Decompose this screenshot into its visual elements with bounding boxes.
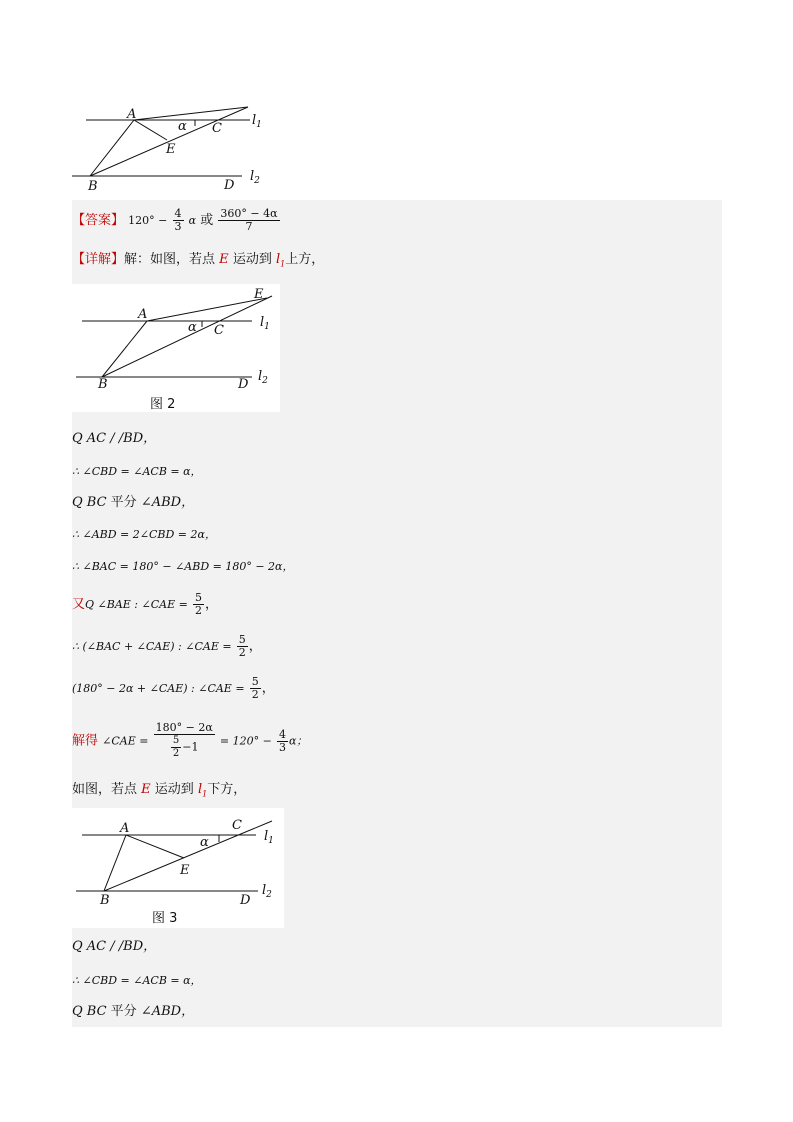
fig2-label-alpha: α [188, 320, 197, 335]
fig2-label-e: E [254, 287, 264, 302]
fig1-label-b: B [88, 179, 98, 194]
step-6: 又Q ∠BAE : ∠CAE = $\frac{5}{2}$ ， [72, 591, 218, 617]
step2-1: Q AC / /BD， [72, 939, 157, 954]
step-3: Q BC 平分 ∠ABD， [72, 495, 195, 510]
figure-2-diagram [72, 284, 280, 412]
step-5: ∴ ∠BAC = 180° − ∠ABD = 180° − 2α， [72, 560, 294, 573]
detail-text-2: 运动到 [232, 252, 272, 267]
fig1-label-d: D [224, 178, 235, 193]
fig2-label-a: A [138, 307, 148, 322]
fig3-label-alpha: α [200, 835, 209, 850]
detail-point-e: E [219, 252, 229, 267]
step-8: (180° − 2α + ∠CAE) : ∠CAE = $\frac{5}{2}$ ， [72, 675, 275, 701]
figure-3-caption: 图 3 [152, 911, 178, 926]
fig3-label-e: E [180, 863, 190, 878]
fig2-label-l1: $l_1$ [260, 315, 270, 332]
figure-2-caption: 图 2 [150, 397, 176, 412]
answer-fraction-1: $\frac{4}{3}$ [174, 207, 182, 233]
fig1-label-e: E [166, 142, 176, 157]
answer-part1: 120° − [128, 214, 168, 227]
step-2: ∴ ∠CBD = ∠ACB = α， [72, 465, 202, 478]
case-2-line: 如图，若点 E 运动到 $l_1$下方， [72, 782, 247, 799]
fig3-label-l2: $l_2$ [262, 883, 272, 900]
detail-text-3: 上方， [285, 252, 325, 267]
detail-line [72, 251, 324, 274]
step-4: ∴ ∠ABD = 2∠CBD = 2α， [72, 528, 216, 541]
fig1-label-c: C [212, 121, 222, 136]
step2-3: Q BC 平分 ∠ABD， [72, 1004, 195, 1019]
figure-3 [72, 808, 284, 928]
detail-tag: 【详解】 [72, 252, 125, 267]
step-7: ∴ (∠BAC + ∠CAE) : ∠CAE = $\frac{5}{2}$ ， [72, 633, 262, 659]
answer-or: 或 [200, 213, 214, 228]
figure-1 [72, 100, 272, 195]
step-9: 解得 ∠CAE = 180° − 2α $\frac{5}{2}$ −1 = 120° − $\frac{4}{3}$ α； [72, 721, 308, 759]
fig2-label-b: B [98, 377, 108, 392]
fig1-label-l1: $l_1$ [252, 113, 262, 130]
figure-2 [72, 284, 280, 412]
answer-alpha: α [188, 214, 197, 227]
fig3-label-d: D [240, 893, 251, 908]
answer-tag: 【答案】 [72, 213, 125, 228]
step-1: Q AC / /BD， [72, 431, 157, 446]
detail-text-1: 解：如图，若点 [124, 252, 216, 267]
fig2-label-c: C [214, 323, 224, 338]
answer-line [72, 208, 281, 233]
figure-3-diagram [72, 808, 284, 928]
fig3-label-c: C [232, 818, 242, 833]
figure-1-diagram [72, 100, 272, 195]
step2-2: ∴ ∠CBD = ∠ACB = α， [72, 974, 202, 987]
fig2-label-l2: $l_2$ [258, 369, 268, 386]
fig3-label-l1: $l_1$ [264, 829, 274, 846]
answer-fraction-2: $\frac{360^\circ - 4\alpha}{7}$ [220, 207, 278, 233]
detail-line-l1: $l_1$ [275, 252, 286, 269]
fig1-label-l2: $l_2$ [250, 169, 260, 186]
fig1-label-a: A [127, 107, 137, 122]
fig3-label-b: B [100, 893, 110, 908]
fig3-label-a: A [120, 821, 130, 836]
fig2-label-d: D [238, 377, 249, 392]
fig1-label-alpha: α [178, 119, 187, 134]
